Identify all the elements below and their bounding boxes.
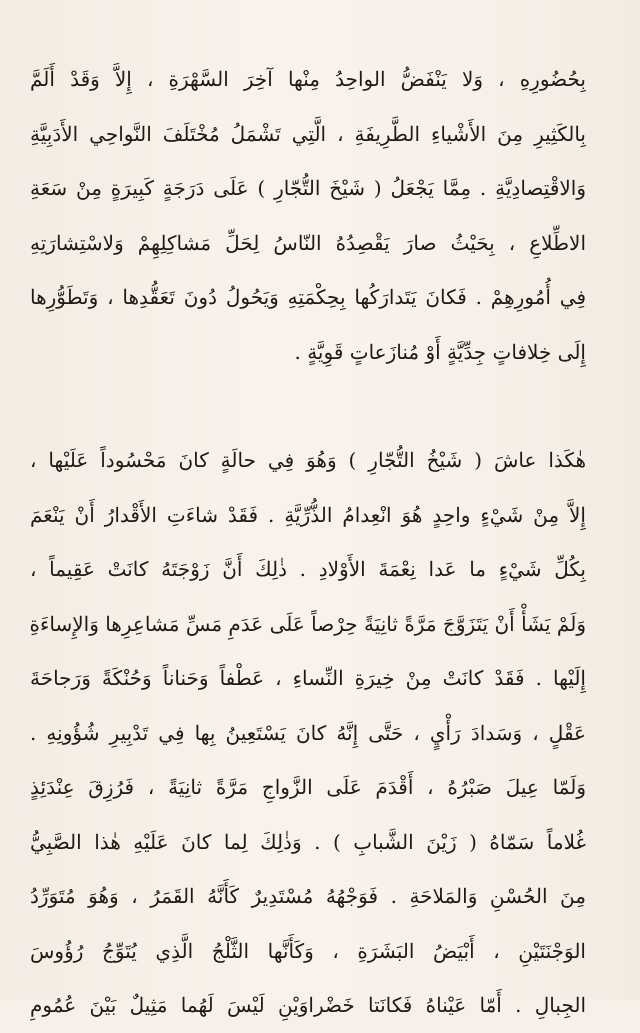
- text-line: بِحُضُورِهِ ، وَلا يَنْفَضُّ الواحِدُ مِنْها آخِرَ السَّهْرَةِ ، إِلاَّ وَقَدْ أَلَمَّ: [30, 67, 586, 91]
- text-line: وَالاقْتِصادِيَّةِ . مِمَّا يَجْعَلُ ( شَيْخَ التُّجّارِ ) عَلَى دَرَجَةٍ كَبِيرَةٍ مِنْ سَعَةِ: [30, 176, 586, 200]
- paragraph-gap: [30, 379, 586, 433]
- text-line: إِلاَّ مِنْ شَيْءٍ واحِدٍ هُوَ انْعِدامُ الذُّرِّيَّةِ . فَقَدْ شاءَتِ الأَقْدارُ أَنْ يَنْعَمَ: [30, 502, 586, 527]
- text-line: إِلَى خِلافاتٍ جِدِّيَّةٍ أَوْ مُنازَعاتٍ قَوِيَّةٍ .: [294, 339, 586, 364]
- text-line: الجِبالِ . أَمّا عَيْناهُ فَكانَتا خَضْراوَيْنِ لَيْسَ لَهُما مَثِيلٌ بَيْنَ عُمُومِ: [30, 993, 586, 1017]
- paragraph-2: [30, 433, 586, 1033]
- text-line: غُلاماً سَمّاهُ ( زَيْنَ الشَّبابِ ) . وَذٰلِكَ لِما كانَ عَلَيْهِ هٰذا الصَّبِيُّ: [30, 829, 586, 854]
- text-line: وَلَمّا عِيلَ صَبْرُهُ ، أَقْدَمَ عَلَى الزَّواجِ مَرَّةً ثانِيَةً ، فَرُزِقَ عِنْدَئِذٍ: [30, 775, 586, 799]
- text-line: عَقْلٍ ، وَسَدادَ رَأْيٍ ، حَتَّى إِنَّهُ كانَ يَسْتَعِينُ بِها فِي تَدْبِيرِ شُؤُونِهِ .: [30, 720, 586, 745]
- text-line: بِكُلِّ شَيْءٍ ما عَدا نِعْمَةَ الأَوْلادِ . ذٰلِكَ أَنَّ زَوْجَتَهُ كانَتْ عَقِيماً ،: [30, 557, 586, 581]
- text-line: هٰكَذا عاشَ ( شَيْخُ التُّجّارِ ) وَهُوَ فِي حالَةٍ كانَ مَحْسُوداً عَلَيْها ،: [30, 448, 586, 472]
- text-line: إِلَيْها . فَقَدْ كانَتْ مِنْ خِيرَةِ النِّساءِ ، عَطْفاً وَحَناناً وَحُنْكَةً وَرَجاحَةَ: [30, 666, 586, 690]
- text-line: الوَجْنَتَيْنِ ، أَبْيَضُ البَشَرَةِ ، وَكَأَنَّها الثَّلْجُ الَّذِي يُتَوِّجُ رُؤُوسَ: [30, 938, 586, 963]
- paragraph-1: [30, 52, 586, 379]
- text-line: وَلَمْ يَشَأْ أَنْ يَتَزَوَّجَ مَرَّةً ثانِيَةً حِرْصاً عَلَى عَدَمِ مَسِّ مَشاعِرِها وَالإِساءَةِ: [30, 611, 586, 636]
- text-line: الاطِّلاعِ ، بِحَيْثُ صارَ يَقْصِدُهُ النّاسُ لِحَلِّ مَشاكِلِهِمْ وَلاسْتِشارَتِهِ: [30, 230, 586, 255]
- text-line: مِنَ الحُسْنِ وَالمَلاحَةِ . فَوَجْهُهُ مُسْتَدِيرٌ كَأَنَّهُ القَمَرُ ، وَهُوَ مُتَوَرِّدُ: [30, 884, 586, 908]
- text-line: فِي أُمُورِهِمْ . فَكانَ يَتَدارَكُها بِحِكْمَتِهِ وَيَحُولُ دُونَ تَعَقُّدِها ، وَتَطَوُّرِها: [30, 285, 586, 309]
- text-line: بِالكَثِيرِ مِنَ الأَشْياءِ الطَّرِيفَةِ ، الَّتِي تَشْمَلُ مُخْتَلَفَ النَّواحِي الأَدَبِيَّةِ: [30, 121, 586, 146]
